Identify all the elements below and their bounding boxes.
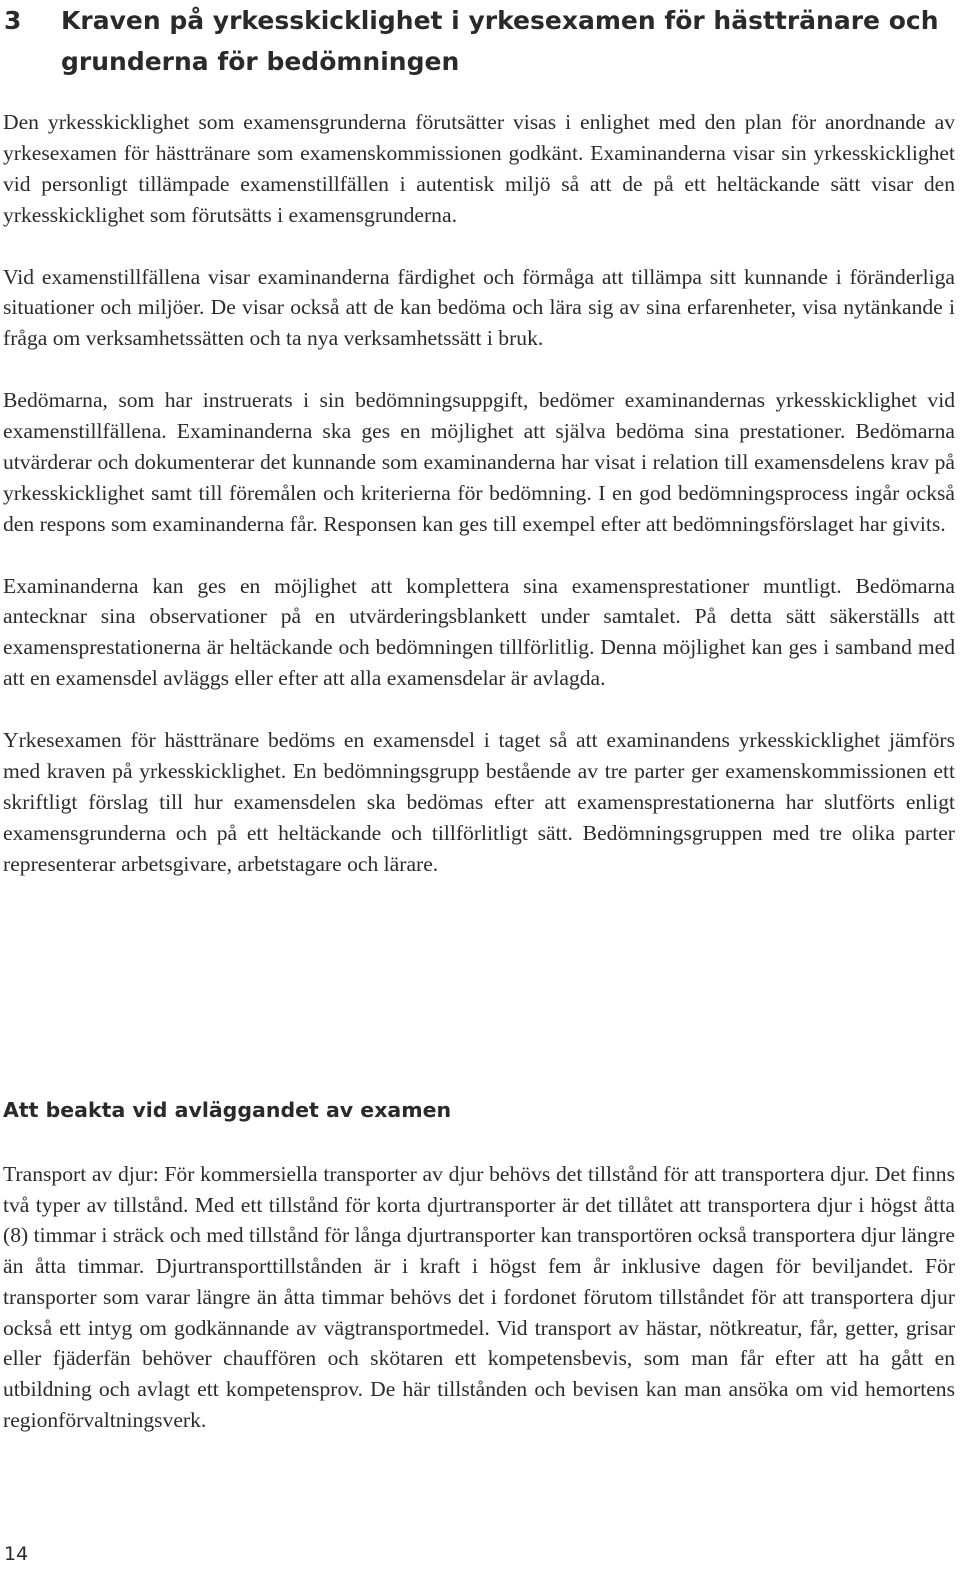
- page-number: 14: [4, 1543, 29, 1565]
- subsection-body: [3, 1159, 955, 1435]
- paragraph: Den yrkesskicklighet som examensgrunderna förutsätter visas i enlighet med den plan för anordnande av yrkesexamen för hästtränare som examenskommissionen godkänt. Examinanderna visar sin yrkesskicklighet vid personligt tillämpade examenstillfällen i autentisk miljö så att de på ett heltäckande sätt visar den yrkesskicklighet som förutsätts i examensgrunderna.: [3, 110, 955, 227]
- paragraph: Transport av djur: För kommersiella transporter av djur behövs det tillstånd för att transportera djur. Det finns två typer av tillstånd. Med ett tillstånd för korta djurtransporter är det tillåtet att transportera djur i högst åtta (8) timmar i sträck och med tillstånd för långa djurtransporter kan transportören också transportera djur längre än åtta timmar. Djurtransporttillstånden är i kraft i högst fem år inklusive dagen för beviljandet. För transporter som varar längre än åtta timmar behövs det i fordonet förutom tillståndet för att transportera djur också ett intyg om godkännande av vägtransportmedel. Vid transport av hästar, nötkreatur, får, getter, grisar eller fjäderfän behöver chauffören och skötaren ett kompetensbevis, som man får efter att ha gått en utbildning och avlagt ett kompetensprov. De här tillstånden och bevisen kan man ansöka om vid hemortens regionförvaltningsverk.: [3, 1162, 955, 1432]
- section-body: [3, 107, 955, 910]
- section-title: Kraven på yrkesskicklighet i yrkesexamen för hästtränare och grunderna för bedömningen: [61, 6, 939, 76]
- paragraph: Vid examenstillfällena visar examinanderna färdighet och förmåga att tillämpa sitt kunnande i föränderliga situationer och miljöer. De visar också att de kan bedöma och lära sig av sina erfarenheter, visa nytänkande i fråga om verksamhetssätten och ta nya verksamhetssätt i bruk.: [3, 264, 955, 351]
- paragraph: Examinanderna kan ges en möjlighet att komplettera sina examensprestationer muntligt. Bedömarna antecknar sina observationer på en utvärderingsblankett under samtalet. På detta sätt säkerställs att examensprestationerna är heltäckande och bedömningen tillförlitlig. Denna möjlighet kan ges i samband med att en examensdel avläggs eller efter att alla examensdelar är avlagda.: [3, 573, 955, 691]
- subsection-heading: Att beakta vid avläggandet av examen: [3, 1098, 452, 1122]
- section-heading: [4, 0, 954, 82]
- paragraph: Yrkesexamen för hästtränare bedöms en examensdel i taget så att examinandens yrkesskicklighet jämförs med kraven på yrkesskicklighet. En bedömningsgrupp bestående av tre parter ger examenskommissionen ett skriftligt förslag till hur examensdelen ska bedömas efter att examensprestationerna har slutförts enligt examensgrunderna och på ett heltäckande och tillförlitligt sätt. Bedömningsgruppen med tre olika parter representerar arbetsgivare, arbetstagare och lärare.: [3, 728, 955, 876]
- section-number: 3: [4, 6, 22, 35]
- paragraph: Bedömarna, som har instruerats i sin bedömningsuppgift, bedömer examinandernas yrkesskicklighet vid examenstillfällena. Examinanderna ska ges en möjlighet att själva bedöma sina prestationer. Bedömarna utvärderar och dokumenterar det kunnande som examinanderna har visat i relation till examensdelens krav på yrkesskicklighet samt till föremålen och kriterierna för bedömning. I en god bedömningsprocess ingår också den respons som examinanderna får. Responsen kan ges till exempel efter att bedömningsförslaget har givits.: [3, 388, 955, 536]
